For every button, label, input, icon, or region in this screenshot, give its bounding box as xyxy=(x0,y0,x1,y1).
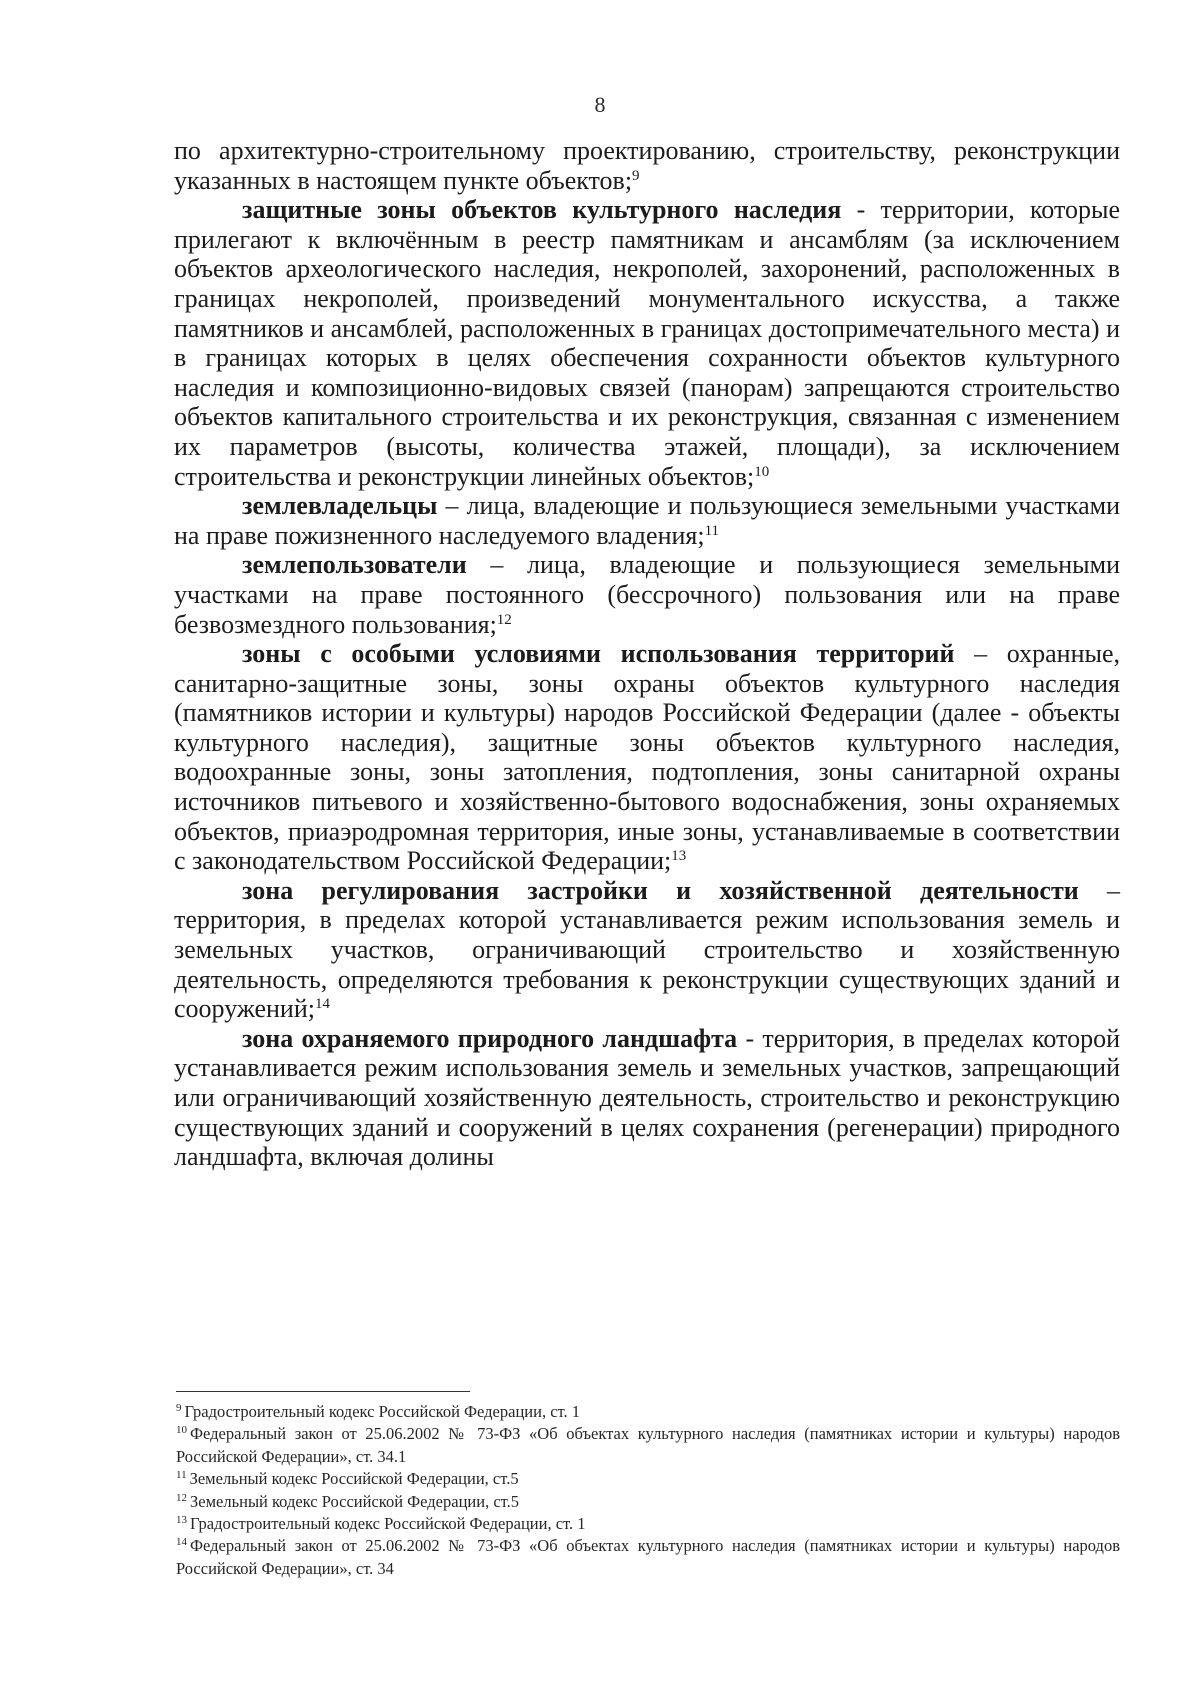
page-number: 8 xyxy=(594,92,606,117)
footnote-ref: 9 xyxy=(632,167,640,184)
term-separator: – xyxy=(1078,875,1120,905)
term-separator: – xyxy=(466,550,527,580)
footnote-number: 12 xyxy=(176,1491,187,1504)
document-body xyxy=(174,136,1120,1172)
term-separator: – xyxy=(437,491,467,521)
definition-text: лица, владеющие и пользующиеся земельными участками на праве постоянного (бессрочного) пользования или на праве безвозмездного пользования; xyxy=(174,550,1121,639)
defined-term: землевладельцы xyxy=(242,491,438,521)
definition-paragraph xyxy=(174,639,1120,876)
term-separator: – xyxy=(954,639,1007,669)
footnote-text: Федеральный закон от 25.06.2002 № 73-ФЗ «Об объектах культурного наследия (памятниках истории и культуры) народов Российской Федерации», ст. 34 xyxy=(176,1536,1120,1578)
definition-text: охранные, санитарно-защитные зоны, зоны охраны объектов культурного наследия (памятников истории и культуры) народов Российской Федерации (далее - объекты культурного наследия), защитные зоны объектов культурного наследия, водоохранные зоны, зоны затопления, подтопления, зоны санитарной охраны источников питьевого и хозяйственно-бытового водоснабжения, зоны охраняемых объектов, приаэродромная территория, иные зоны, устанавливаемые в соответствии с законодательством Российской Федерации; xyxy=(174,639,1120,876)
paragraph xyxy=(174,136,1120,195)
footnote-ref: 10 xyxy=(754,463,770,480)
definition-text: территория, в пределах которой устанавливается режим использования земель и земельных участков, запрещающий или ограничивающий хозяйственную деятельность, строительство и реконструкцию существующих зданий и сооружений в целях сохранения (регенерации) природного ландшафта, включая долины xyxy=(174,1023,1120,1172)
footnote-number: 14 xyxy=(176,1536,187,1549)
term-separator: - xyxy=(737,1023,763,1053)
footnote xyxy=(176,1468,1120,1490)
footnote xyxy=(176,1423,1120,1468)
defined-term: зоны с особыми условиями использования территорий xyxy=(242,639,955,669)
definition-paragraph xyxy=(174,491,1120,550)
footnote xyxy=(176,1491,1120,1513)
footnote-text: Градостроительный кодекс Российской Федерации, ст. 1 xyxy=(190,1514,586,1534)
footnote-text: Земельный кодекс Российской Федерации, ст.5 xyxy=(189,1469,519,1489)
footnote-ref: 11 xyxy=(704,522,720,539)
footnote-number: 13 xyxy=(176,1514,187,1527)
defined-term: защитные зоны объектов культурного наследия xyxy=(242,195,842,225)
paragraph-text: по архитектурно-строительному проектированию, строительству, реконструкции указанных в настоящем пункте объектов; xyxy=(174,136,1120,195)
footnote-text: Федеральный закон от 25.06.2002 № 73-ФЗ «Об объектах культурного наследия (памятниках истории и культуры) народов Российской Федерации», ст. 34.1 xyxy=(176,1424,1120,1466)
footnote xyxy=(176,1401,1120,1423)
footnote xyxy=(176,1535,1120,1580)
footnote xyxy=(176,1513,1120,1535)
footnote-text: Градостроительный кодекс Российской Федерации, ст. 1 xyxy=(184,1402,580,1421)
defined-term: землепользователи xyxy=(242,550,467,580)
footnote-number: 9 xyxy=(176,1402,182,1414)
definition-paragraph xyxy=(174,195,1120,491)
definition-paragraph xyxy=(174,876,1120,1024)
defined-term: зона охраняемого природного ландшафта xyxy=(242,1023,738,1053)
definition-paragraph xyxy=(174,1024,1120,1172)
footnote-ref: 14 xyxy=(314,996,330,1013)
term-separator: - xyxy=(841,195,881,225)
definition-text: территория, в пределах которой устанавливается режим использования земель и земельных участков, ограничивающий строительство и хозяйственную деятельность, определяются требования к реконструкции существующих зданий и сооружений; xyxy=(174,905,1120,1024)
footnote-ref: 12 xyxy=(496,611,512,628)
definition-text: лица, владеющие и пользующиеся земельными участками на праве пожизненного наследуемого владения; xyxy=(174,491,1120,550)
definition-text: территории, которые прилегают к включённым в реестр памятникам и ансамблям (за исключением объектов археологического наследия, некрополей, захоронений, расположенных в границах некрополей, произведений монументального искусства, а также памятников и ансамблей, расположенных в границах достопримечательного места) и в границах которых в целях обеспечения сохранности объектов культурного наследия и композиционно-видовых связей (панорам) запрещаются строительство объектов капитального строительства и их реконструкция, связанная с изменением их параметров (высоты, количества этажей, площади), за исключением строительства и реконструкции линейных объектов; xyxy=(174,195,1120,491)
footnote-divider xyxy=(176,1391,470,1392)
definition-paragraph xyxy=(174,550,1120,639)
footnote-number: 11 xyxy=(176,1469,187,1482)
footnote-number: 10 xyxy=(176,1424,187,1437)
defined-term: зона регулирования застройки и хозяйственной деятельности xyxy=(242,875,1079,905)
footnote-ref: 13 xyxy=(671,848,687,865)
footnotes-section xyxy=(176,1401,1120,1580)
footnote-text: Земельный кодекс Российской Федерации, ст.5 xyxy=(190,1491,519,1511)
